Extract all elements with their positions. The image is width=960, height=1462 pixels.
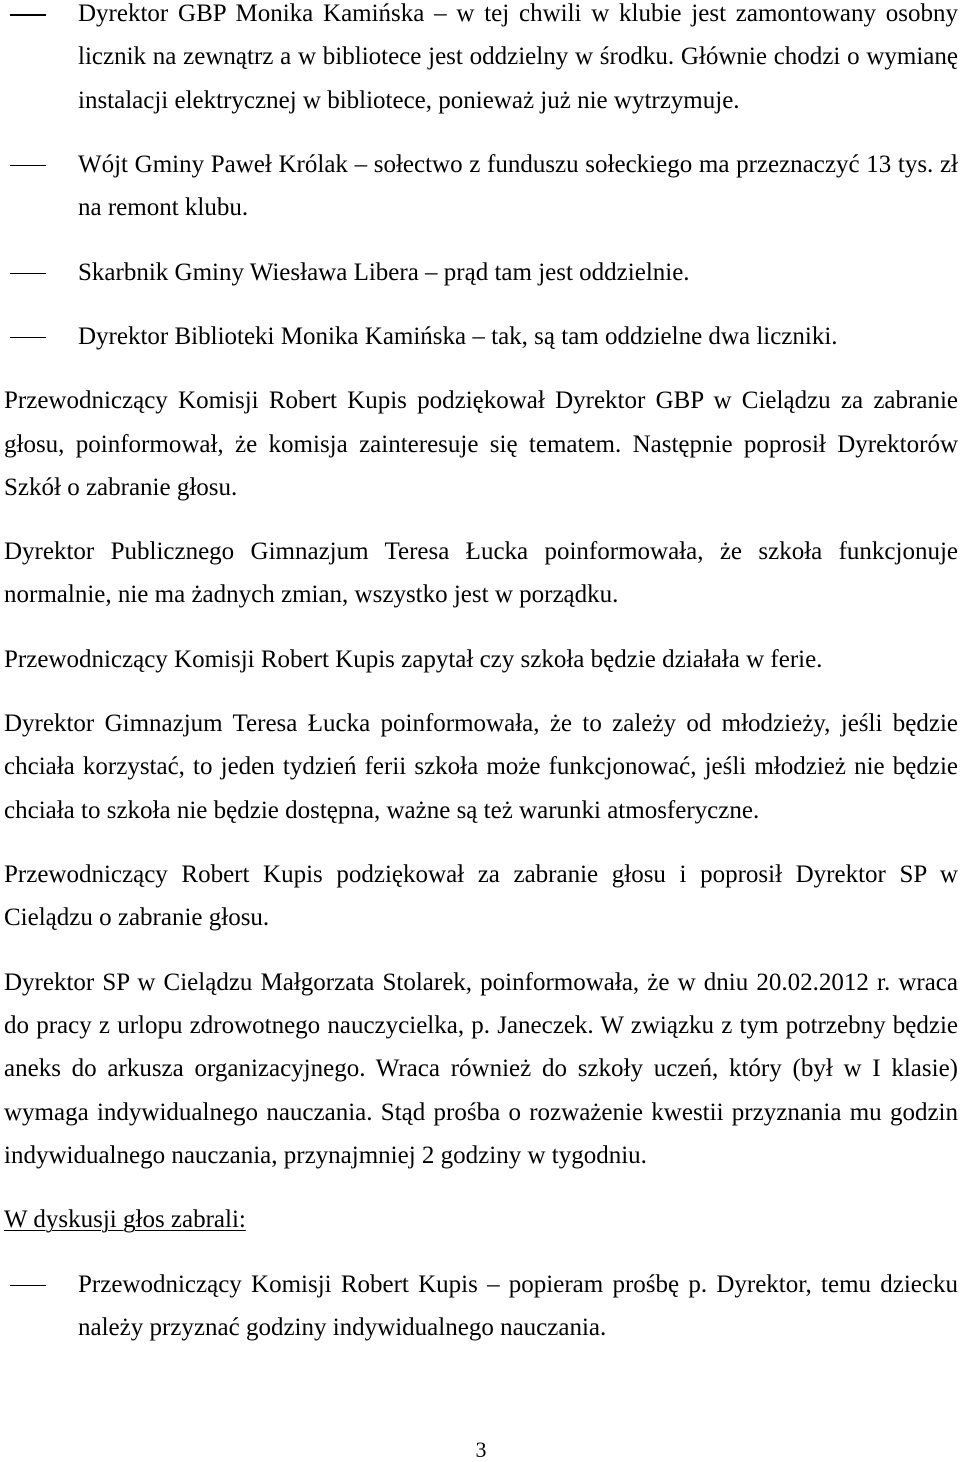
list-dash xyxy=(10,1285,46,1287)
list-dash xyxy=(10,273,46,275)
list-item-text: Dyrektor GBP Monika Kamińska – w tej chwili w klubie jest zamontowany osobny licznik na zewnątrz a w bibliotece jest oddzielny w środku. Głównie chodzi o wymianę instalacji elektrycznej w bibliotece, ponieważ już nie wytrzymuje. xyxy=(78,0,958,114)
list-dash xyxy=(10,165,46,167)
list-item xyxy=(0,1263,958,1350)
list-dash xyxy=(10,337,46,339)
list-dash xyxy=(10,14,46,16)
list-item xyxy=(0,0,958,122)
list-item xyxy=(0,315,958,358)
list-item-text: Dyrektor Biblioteki Monika Kamińska – tak, są tam oddzielne dwa liczniki. xyxy=(78,322,838,350)
paragraph: Dyrektor Gimnazjum Teresa Łucka poinformowała, że to zależy od młodzieży, jeśli będzie chciała korzystać, to jeden tydzień ferii szkoła może funkcjonować, jeśli młodzież nie będzie chciała to szkoła nie będzie dostępna, ważne są też warunki atmosferyczne. xyxy=(4,710,958,824)
paragraph: Przewodniczący Komisji Robert Kupis podziękował Dyrektor GBP w Cielądzu za zabranie głosu, poinformował, że komisja zainteresuje się tematem. Następnie poprosił Dyrektorów Szkół o zabranie głosu. xyxy=(4,387,958,501)
paragraph: Przewodniczący Robert Kupis podziękował za zabranie głosu i poprosił Dyrektor SP w Cielądzu o zabranie głosu. xyxy=(4,861,958,932)
section-heading-text: W dyskusji głos zabrali: xyxy=(4,1206,246,1234)
paragraph: Dyrektor Publicznego Gimnazjum Teresa Łucka poinformowała, że szkoła funkcjonuje normalnie, nie ma żadnych zmian, wszystko jest w porządku. xyxy=(4,538,958,609)
list-item xyxy=(0,251,958,294)
page-number: 3 xyxy=(475,1437,487,1462)
list-item-text: Wójt Gminy Paweł Królak – sołectwo z funduszu sołeckiego ma przeznaczyć 13 tys. zł na remont klubu. xyxy=(78,150,958,222)
list-item xyxy=(0,143,958,230)
section-heading xyxy=(0,1198,958,1241)
paragraph: Dyrektor SP w Cielądzu Małgorzata Stolarek, poinformowała, że w dniu 20.02.2012 r. wraca do pracy z urlopu zdrowotnego nauczycielka, p. Janeczek. W związku z tym potrzebny będzie aneks do arkusza organizacyjnego. Wraca również do szkoły uczeń, który (był w I klasie) wymaga indywidualnego nauczania. Stąd prośba o rozważenie kwestii przyznania mu godzin indywidualnego nauczania, przynajmniej 2 godziny w tygodniu. xyxy=(4,968,958,1169)
paragraph: Przewodniczący Komisji Robert Kupis zapytał czy szkoła będzie działała w ferie. xyxy=(4,645,823,673)
list-item-text: Skarbnik Gminy Wiesława Libera – prąd tam jest oddzielnie. xyxy=(78,258,690,286)
list-item-text: Przewodniczący Komisji Robert Kupis – popieram prośbę p. Dyrektor, temu dziecku należy przyznać godziny indywidualnego nauczania. xyxy=(78,1270,958,1341)
